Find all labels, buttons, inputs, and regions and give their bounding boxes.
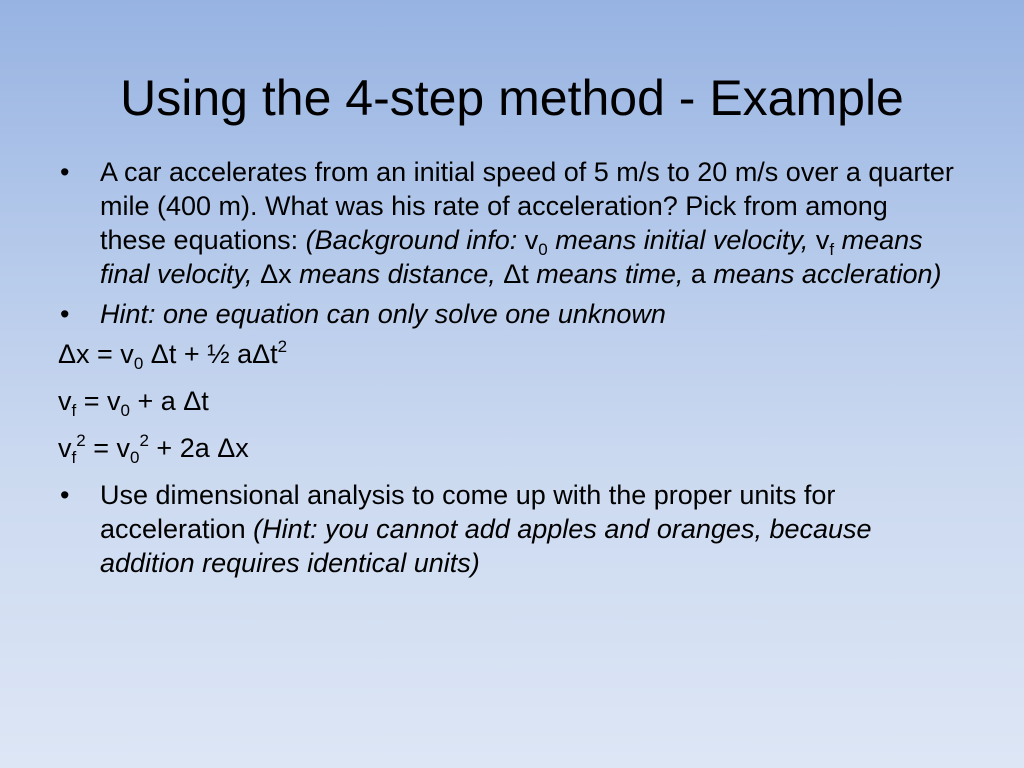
slide-body xyxy=(58,155,958,586)
equation-velocity-squared xyxy=(58,431,958,465)
eq2-mid: = v xyxy=(76,386,121,416)
subscript-f: f xyxy=(829,240,835,259)
slide-title: Using the 4-step method - Example xyxy=(120,70,904,126)
equation-displacement xyxy=(58,337,958,371)
eq3-subscript-f: f xyxy=(71,448,77,467)
eq1-subscript: 0 xyxy=(133,354,144,373)
bullet-dot: • xyxy=(60,480,70,510)
eq3-superscript-1: 2 xyxy=(76,431,86,450)
hint-text: Hint: one equation can only solve one unknown xyxy=(100,299,666,329)
means-final-text: means final velocity, xyxy=(100,225,923,289)
dt-symbol: Δt xyxy=(503,259,529,289)
vf-symbol xyxy=(815,225,835,259)
bullet-item-hint xyxy=(58,297,958,331)
v-letter: v xyxy=(815,225,830,255)
eq2-subscript-0: 0 xyxy=(120,401,130,420)
bullet-dot: • xyxy=(60,157,70,187)
eq3-mid: = v xyxy=(85,433,130,463)
bullet-item-dimensional xyxy=(58,478,958,580)
v0-symbol xyxy=(524,225,548,259)
dimensional-hint: (Hint: you cannot add apples and oranges, because addition requires identical units) xyxy=(100,514,872,578)
dimensional-text: Use dimensional analysis to come up with the proper units for acceleration xyxy=(100,480,836,544)
problem-text: A car accelerates from an initial speed of 5 m/s to 20 m/s over a quarter mile (400 m). What was his rate of acceleration? Pick from among these equations: xyxy=(100,157,954,255)
eq3-v: v xyxy=(58,433,72,463)
dx-symbol: Δx xyxy=(260,259,292,289)
subscript-0: 0 xyxy=(538,240,548,259)
bullet-item-problem xyxy=(58,155,958,291)
eq1-mid: Δt + ½ aΔt xyxy=(143,339,278,369)
eq2-rest: + a Δt xyxy=(129,386,209,416)
bullet-dot: • xyxy=(60,299,70,329)
eq1-superscript: 2 xyxy=(277,337,288,356)
v-letter: v xyxy=(524,225,539,255)
background-label: (Background info: xyxy=(305,225,525,255)
eq3-rest: + 2a Δx xyxy=(148,433,249,463)
means-distance-text: means distance, xyxy=(291,259,504,289)
equation-velocity xyxy=(58,384,958,418)
eq1-lhs: Δx = v xyxy=(58,339,134,369)
eq2-subscript-f: f xyxy=(71,401,77,420)
means-time-text: means time, xyxy=(528,259,691,289)
eq2-v: v xyxy=(58,386,72,416)
means-accel-text: means accleration) xyxy=(705,259,942,289)
a-symbol: a xyxy=(690,259,706,289)
eq3-superscript-2: 2 xyxy=(139,431,149,450)
means-initial-text: means initial velocity, xyxy=(547,225,816,255)
eq3-subscript-0: 0 xyxy=(129,448,140,467)
